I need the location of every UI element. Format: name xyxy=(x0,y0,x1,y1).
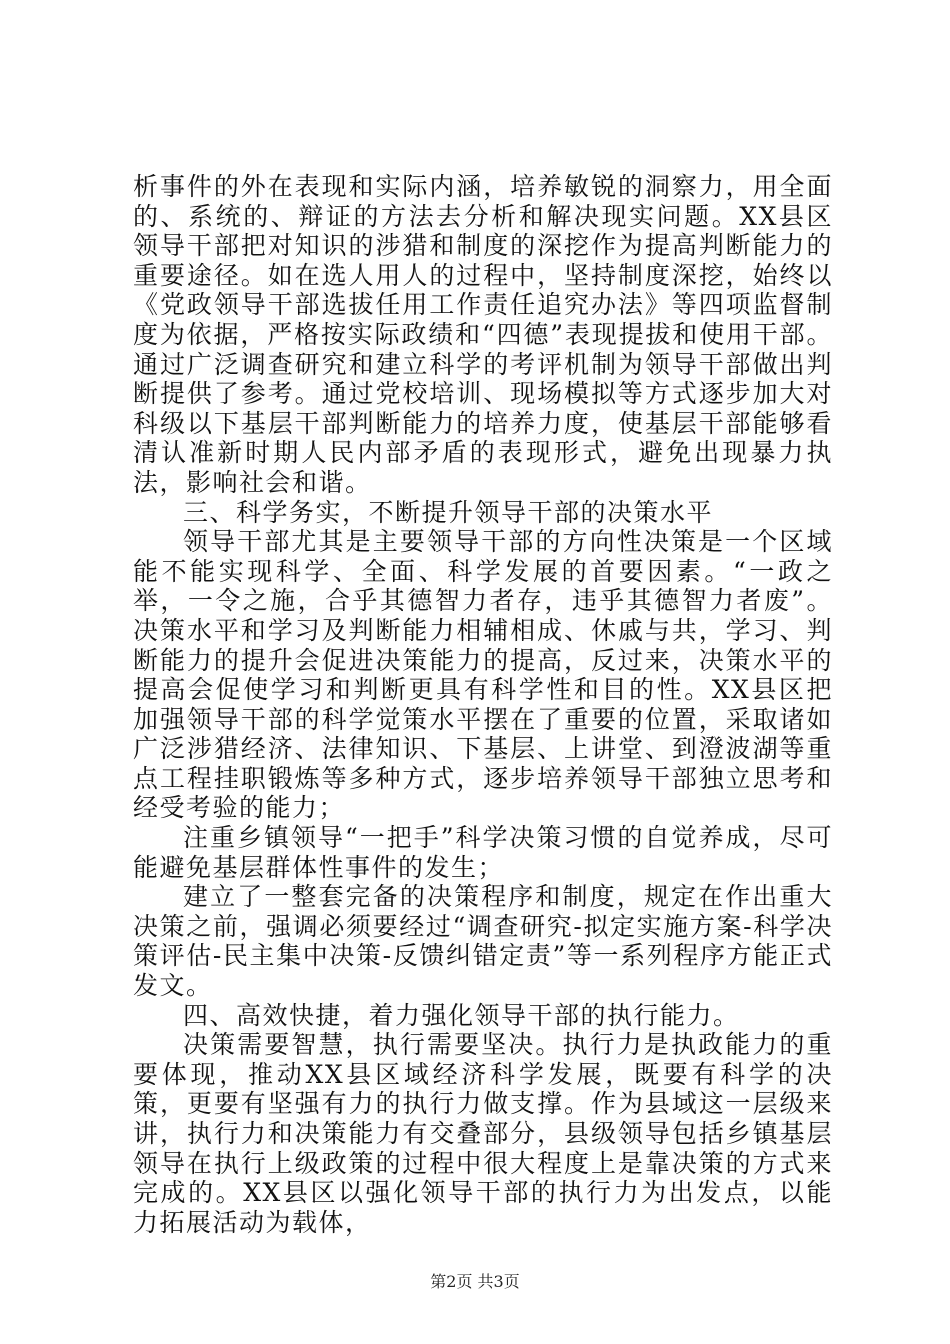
section-heading-4: 四、高效快捷，着力强化领导干部的执行能力。 xyxy=(183,1000,740,1030)
paragraph-3: 领导干部尤其是主要领导干部的方向性决策是一个区域能不能实现科学、全面、科学发展的首要因素。“一政之举，一令之施，合乎其德智力者存，违乎其德智力者废”。决策水平和学习及判断能力相辅相成、休戚与共，学习、判断能力的提升会促进决策能力的提高，反过来，决策水平的提高会促使学习和判断更具有科学性和目的性。XX县区把加强领导干部的科学觉策水平摆在了重要的位置，采取诸如广泛涉猎经济、法律知识、下基层、上讲堂、到澄波湖等重点工程挂职锻炼等多种方式，逐步培养领导干部独立思考和经受考验的能力； xyxy=(133,527,833,823)
paragraph-4: 注重乡镇领导“一把手”科学决策习惯的自觉养成，尽可能避免基层群体性事件的发生； xyxy=(133,823,833,882)
page-number-footer: 第2页 共3页 xyxy=(430,1272,520,1291)
section-heading-3: 三、科学务实，不断提升领导干部的决策水平 xyxy=(183,497,714,527)
paragraph-7: 决策需要智慧，执行需要坚决。执行力是执政能力的重要体现，推动XX县区域经济科学发展，既要有科学的决策，更要有坚强有力的执行力做支撑。作为县域这一层级来讲，执行力和决策能力有交叠部分，县级领导包括乡镇基层领导在执行上级政策的过程中很大程度上是靠决策的方式来完成的。XX县区以强化领导干部的执行力为出发点，以能力拓展活动为载体， xyxy=(133,1030,833,1237)
paragraph-5: 建立了一整套完备的决策程序和制度，规定在作出重大决策之前，强调必须要经过“调查研究-拟定实施方案-科学决策评估-民主集中决策-反馈纠错定责”等一系列程序方能正式发文。 xyxy=(133,882,833,1001)
paragraph-1: 析事件的外在表现和实际内涵，培养敏锐的洞察力，用全面的、系统的、辩证的方法去分析和解决现实问题。XX县区领导干部把对知识的涉猎和制度的深挖作为提高判断能力的重要途径。如在选人用人的过程中，坚持制度深挖，始终以《党政领导干部选拔任用工作责任追究办法》等四项监督制度为依据，严格按实际政绩和“四德”表现提拔和使用干部。通过广泛调查研究和建立科学的考评机制为领导干部做出判断提供了参考。通过党校培训、现场模拟等方式逐步加大对科级以下基层干部判断能力的培养力度，使基层干部能够看清认准新时期人民内部矛盾的表现形式，避免出现暴力执法，影响社会和谐。 xyxy=(133,172,833,497)
document-body xyxy=(133,172,833,1237)
